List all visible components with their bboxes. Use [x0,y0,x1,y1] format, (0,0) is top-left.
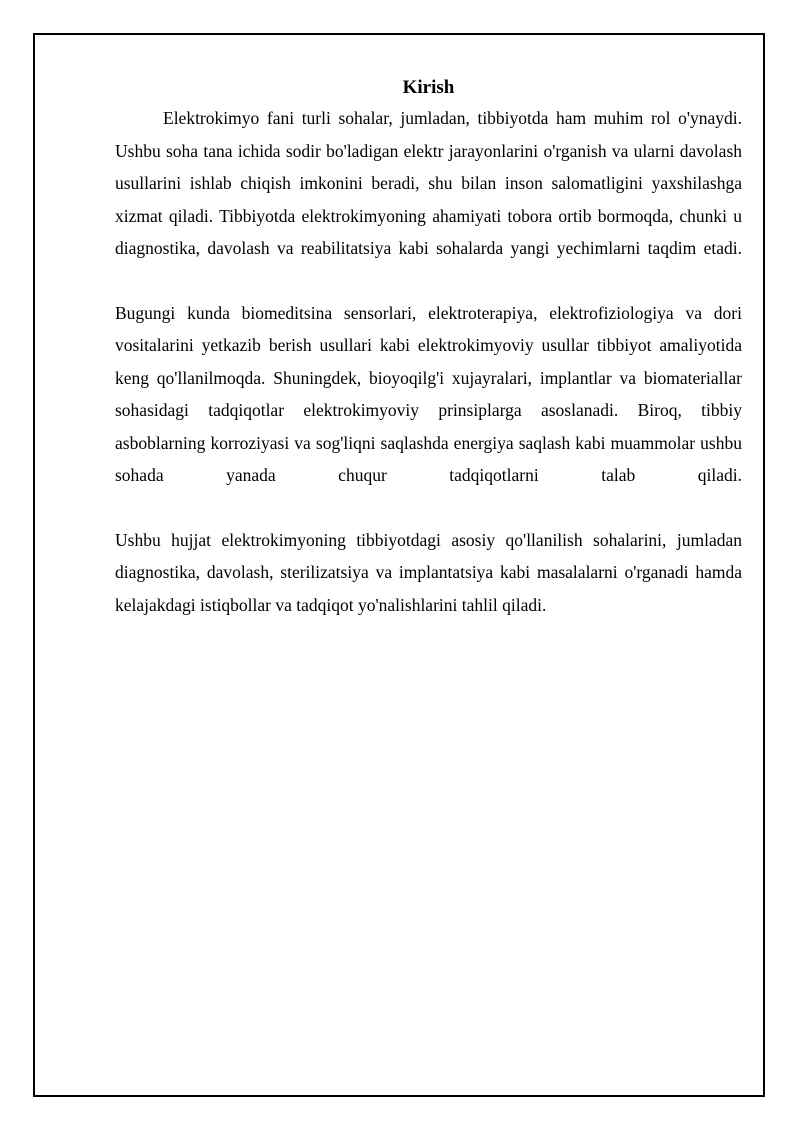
paragraph-spacer [115,492,742,524]
paragraph-scope: Ushbu hujjat elektrokimyoning tibbiyotdagi asosiy qo'llanilish sohalarini, jumladan diagnostika, davolash, sterilizatsiya va implantatsiya kabi masalalarni o'rganadi hamda kelajakdagi istiqbollar va tadqiqot yo'nalishlarini tahlil qiladi. [115,529,742,615]
paragraph-intro: Elektrokimyo fani turli sohalar, jumladan, tibbiyotda ham muhim rol o'ynaydi. Ushbu soha tana ichida sodir bo'ladigan elektr jarayonlarini o'rganish va ularni davolash usullarini ishlab chiqish imkonini beradi, shu bilan inson salomatligini yaxshilashga xizmat qiladi. Tibbiyotda elektrokimyoning ahamiyati tobora ortib bormoqda, chunki u diagnostika, davolash va reabilitatsiya kabi sohalarda yangi yechimlarni taqdim etadi. [115,108,742,258]
document-body [115,74,742,621]
paragraph-spacer [115,265,742,297]
paragraph-methods: Bugungi kunda biomeditsina sensorlari, elektroterapiya, elektrofiziologiya va dori vositalarini yetkazib berish usullari kabi elektrokimyoviy usullar tibbiyot amaliyotida keng qo'llanilmoqda. Shuningdek, bioyoqilg'i xujayralari, implantlar va biomateriallar sohasidagi tadqiqotlar elektrokimyoviy prinsiplarga asoslanadi. Biroq, tibbiy asboblarning korroziyasi va sog'liqni saqlashda energiya saqlash kabi muammolar ushbu sohada yanada chuqur tadqiqotlarni talab qiladi. [115,302,742,485]
document-title: Kirish [402,77,455,98]
